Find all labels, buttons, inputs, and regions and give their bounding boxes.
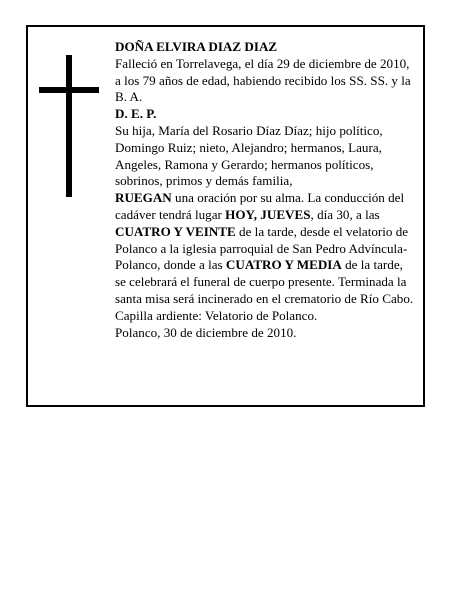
funeral-time: CUATRO Y MEDIA <box>225 257 342 273</box>
conduction-time: CUATRO Y VEINTE <box>115 223 236 239</box>
death-details: Falleció en Torrelavega, el día 29 de diciembre de 2010, a los 79 años de edad, habiendo recibido los SS. SS. y la B. A. <box>115 55 411 105</box>
place-date: Polanco, 30 de diciembre de 2010. <box>115 324 297 340</box>
dep-line: D. E. P. <box>115 106 157 122</box>
deceased-name: DOÑA ELVIRA DIAZ DIAZ <box>115 39 278 54</box>
ruegan-word: RUEGAN <box>115 190 172 206</box>
cross-icon <box>39 55 99 197</box>
obituary-notice <box>26 25 425 407</box>
notice-text <box>115 39 417 341</box>
funeral-request: RUEGAN una oración por su alma. La conducción del cadáver tendrá lugar HOY, JUEVES, día 30, a las CUATRO Y VEINTE de la tarde, desde el velatorio de Polanco a la iglesia parroquial de San Pedro Advíncula-Polanco, donde a las CUATRO Y MEDIA de la tarde, se celebrará el funeral de cuerpo presente. Terminada la santa misa será incinerado en el crematorio de Río Cabo. Capilla ardiente: Velatorio de Polanco. <box>115 190 414 323</box>
family-list: Su hija, María del Rosario Díaz Díaz; hijo político, Domingo Ruiz; nieto, Alejandro; hermanos, Laura, Angeles, Ramona y Gerardo; hermanos políticos, sobrinos, primos y demás familia, <box>115 122 383 189</box>
day-emphasis: HOY, JUEVES <box>225 206 311 222</box>
